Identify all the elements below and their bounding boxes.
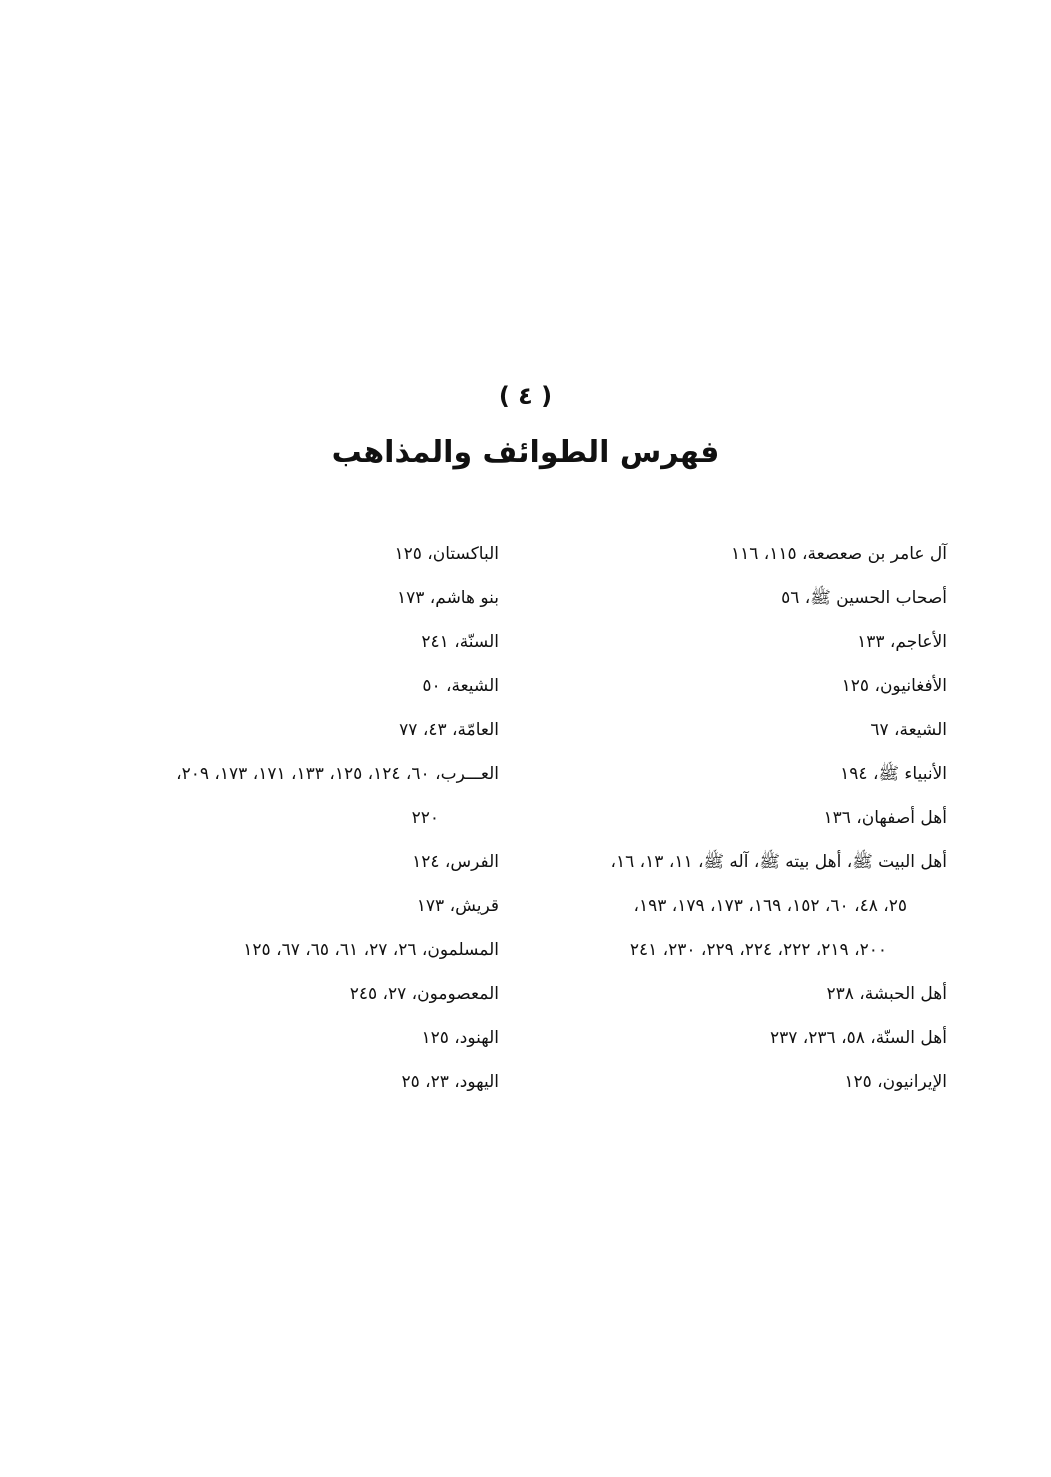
index-entry: الأنبياء ﷺ، ١٩٤	[840, 764, 947, 784]
index-entry: بنو هاشم، ١٧٣	[396, 588, 499, 608]
index-entry-continuation: ٢٥، ٤٨، ٦٠، ١٥٢، ١٦٩، ١٧٣، ١٧٩، ١٩٣،	[633, 896, 907, 916]
index-entry: أهل الحبشة، ٢٣٨	[826, 984, 947, 1004]
index-entry: الفرس، ١٢٤	[412, 852, 499, 872]
index-entry: الهنود، ١٢٥	[421, 1028, 499, 1048]
index-entry: أهل البيت ﷺ، أهل بيته ﷺ، آله ﷺ، ١١، ١٣، ١٦،	[610, 852, 947, 872]
index-entry: الأفغانيون، ١٢٥	[841, 676, 947, 696]
index-entry: العامّة، ٤٣، ٧٧	[399, 720, 499, 740]
page-title: فهرس الطوائف والمذاهب	[331, 435, 720, 470]
index-entry: أهل السنّة، ٥٨، ٢٣٦، ٢٣٧	[769, 1028, 947, 1048]
index-entry: اليهود، ٢٣، ٢٥	[401, 1072, 499, 1092]
index-entry: الشيعة، ٦٧	[870, 720, 947, 740]
index-entry-continuation: ٢٢٠	[411, 808, 439, 828]
index-entry: أهل أصفهان، ١٣٦	[823, 808, 947, 828]
index-entry: الأعاجم، ١٣٣	[857, 632, 947, 652]
index-entry: المسلمون، ٢٦، ٢٧، ٦١، ٦٥، ٦٧، ١٢٥	[243, 940, 499, 960]
index-entry: آل عامر بن صعصعة، ١١٥، ١١٦	[730, 544, 947, 564]
index-entry: الإيرانيون، ١٢٥	[844, 1072, 947, 1092]
index-entry: أصحاب الحسين ﷺ، ٥٦	[781, 588, 947, 608]
index-entry: السنّة، ٢٤١	[421, 632, 499, 652]
index-entry: الباكستان، ١٢٥	[394, 544, 499, 564]
index-entry: العـــرب، ٦٠، ١٢٤، ١٢٥، ١٣٣، ١٧١، ١٧٣، ٢٠٩،	[176, 764, 499, 784]
index-entry-continuation: ٢٠٠، ٢١٩، ٢٢٢، ٢٢٤، ٢٢٩، ٢٣٠، ٢٤١	[629, 940, 887, 960]
index-entry: قريش، ١٧٣	[416, 896, 499, 916]
section-number: ( ٤ )	[498, 382, 553, 410]
index-column-left	[49, 532, 499, 1104]
index-entry: الشيعة، ٥٠	[422, 676, 499, 696]
index-column-right	[527, 532, 947, 1104]
index-entry: المعصومون، ٢٧، ٢٤٥	[349, 984, 499, 1004]
